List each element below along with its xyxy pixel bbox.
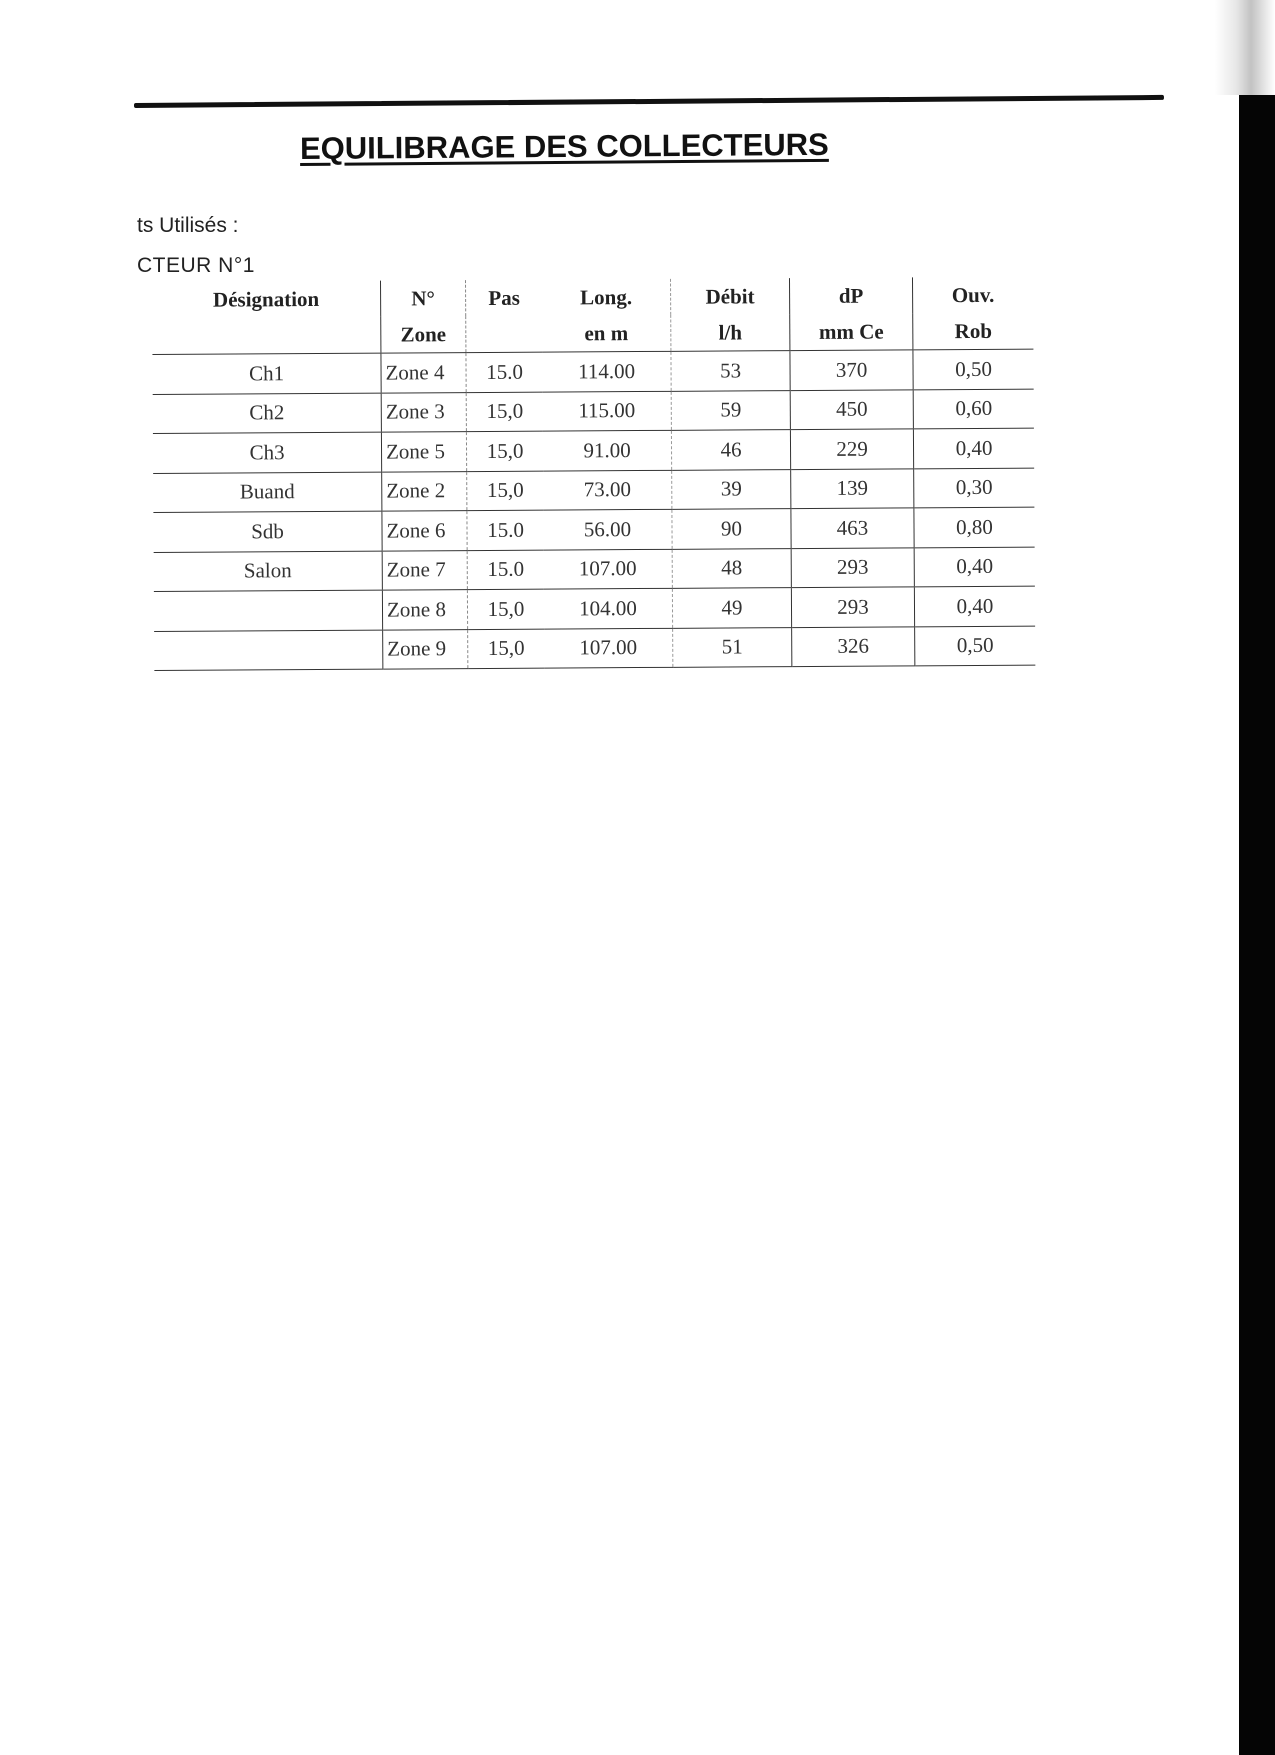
header-ouv: Ouv. <box>912 277 1033 314</box>
cell-dp: 370 <box>790 350 913 390</box>
cell-debit: 51 <box>673 627 792 667</box>
header-long-unit: en m <box>542 315 671 352</box>
cell-long: 107.00 <box>544 628 673 668</box>
cell-pas: 15,0 <box>466 431 543 471</box>
cell-ouv: 0,30 <box>914 468 1035 508</box>
cell-ouv: 0,80 <box>914 507 1035 547</box>
table-row <box>153 389 1034 434</box>
table-row <box>153 468 1034 513</box>
header-zone-no: N° <box>380 280 465 317</box>
cell-debit: 48 <box>672 548 791 588</box>
table-row <box>153 428 1034 473</box>
cell-long: 115.00 <box>543 391 672 431</box>
cell-designation: Salon <box>154 551 383 592</box>
cell-zone: Zone 7 <box>382 550 467 590</box>
cell-long: 104.00 <box>544 588 673 628</box>
cell-ouv: 0,40 <box>913 428 1034 468</box>
cell-dp: 293 <box>791 587 914 627</box>
cell-pas: 15,0 <box>468 629 545 669</box>
cell-debit: 46 <box>671 430 790 470</box>
header-long: Long. <box>580 284 633 309</box>
cell-dp: 463 <box>791 508 914 548</box>
cell-dp: 293 <box>791 547 914 587</box>
cell-debit: 90 <box>672 509 791 549</box>
cell-long: 114.00 <box>542 351 671 391</box>
cell-dp: 229 <box>790 429 913 469</box>
cell-dp: 326 <box>792 626 915 666</box>
cell-ouv: 0,40 <box>914 586 1035 626</box>
subtitle-line: ts Utilisés : <box>137 214 239 237</box>
cell-pas: 15.0 <box>467 510 544 550</box>
cell-designation: Buand <box>153 472 382 513</box>
cell-zone: Zone 8 <box>382 590 467 630</box>
cell-designation: Ch1 <box>152 353 381 394</box>
collector-table <box>152 277 1035 671</box>
cell-designation: Ch3 <box>153 432 382 473</box>
cell-pas: 15,0 <box>467 471 544 511</box>
cell-zone: Zone 9 <box>383 629 468 669</box>
table-row <box>154 586 1035 631</box>
header-row-2 <box>152 313 1033 355</box>
cell-ouv: 0,50 <box>915 626 1036 666</box>
cell-long: 56.00 <box>543 509 672 549</box>
cell-designation <box>154 590 383 631</box>
cell-long: 73.00 <box>543 470 672 510</box>
cell-dp: 139 <box>791 468 914 508</box>
cell-debit: 53 <box>671 351 790 391</box>
document-title: EQUILIBRAGE DES COLLECTEURS <box>299 126 829 166</box>
table-row <box>154 626 1035 671</box>
cell-zone: Zone 6 <box>382 511 467 551</box>
cell-long: 107.00 <box>544 549 673 589</box>
cell-designation: Sdb <box>153 511 382 552</box>
header-designation-2 <box>152 317 381 355</box>
cell-zone: Zone 2 <box>382 471 467 511</box>
cell-zone: Zone 4 <box>381 353 466 393</box>
cell-ouv: 0,60 <box>913 389 1034 429</box>
scan-artifact-corner <box>1215 0 1275 95</box>
cell-pas: 15.0 <box>467 550 544 590</box>
header-dp: dP <box>789 277 912 314</box>
cell-ouv: 0,50 <box>913 349 1034 389</box>
cell-designation <box>154 630 383 671</box>
cell-ouv: 0,40 <box>914 547 1035 587</box>
collector-label: CTEUR N°1 <box>137 254 255 277</box>
cell-pas: 15,0 <box>467 589 544 629</box>
header-debit: Débit <box>670 278 789 315</box>
table-row <box>152 349 1033 394</box>
cell-zone: Zone 5 <box>381 432 466 472</box>
cell-debit: 49 <box>672 588 791 628</box>
header-ouv-unit: Rob <box>913 313 1034 350</box>
cell-long: 91.00 <box>543 430 672 470</box>
header-zone: Zone <box>381 316 466 353</box>
header-row-1 <box>152 277 1033 318</box>
cell-zone: Zone 3 <box>381 392 466 432</box>
header-pas-2 <box>466 316 543 353</box>
header-designation: Désignation <box>212 286 320 312</box>
scan-edge-shadow <box>1239 95 1275 1755</box>
header-debit-unit: l/h <box>671 314 790 351</box>
cell-debit: 39 <box>672 469 791 509</box>
cell-debit: 59 <box>671 390 790 430</box>
cell-pas: 15,0 <box>466 392 543 432</box>
cell-pas: 15.0 <box>466 352 543 392</box>
table-row <box>154 547 1035 592</box>
table-row <box>153 507 1034 552</box>
header-pas: Pas <box>465 280 542 316</box>
cell-dp: 450 <box>790 389 913 429</box>
top-rule <box>134 95 1164 108</box>
cell-designation: Ch2 <box>153 393 382 434</box>
header-dp-unit: mm Ce <box>790 313 913 350</box>
